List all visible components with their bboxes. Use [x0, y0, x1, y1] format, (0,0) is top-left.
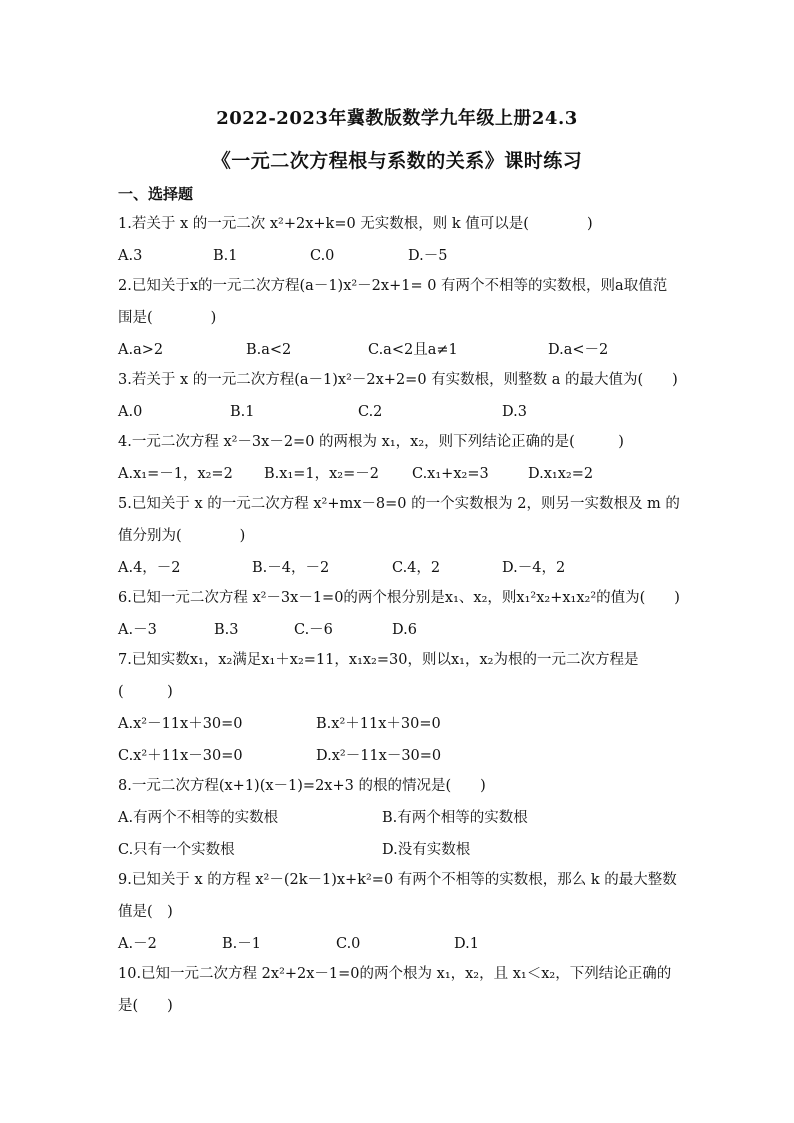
question-2-text: 2.已知关于x的一元二次方程(a－1)x²－2x+1= 0 有两个不相等的实数根，则a取值范 — [118, 278, 668, 294]
q6-option-a: A.－3 — [118, 622, 157, 638]
q8-option-c: C.只有一个实数根 — [118, 842, 235, 858]
q6-option-d: D.6 — [392, 622, 417, 638]
q1-option-b: B.1 — [213, 248, 238, 264]
question-2-text-cont: 围是( ) — [118, 310, 217, 326]
q4-option-a: A.x₁=－1，x₂=2 — [118, 466, 233, 482]
q9-option-d: D.1 — [454, 936, 479, 952]
q2-option-b: B.a<2 — [246, 342, 292, 358]
q1-option-d: D.－5 — [408, 248, 448, 264]
question-6-text: 6.已知一元二次方程 x²－3x－1=0的两个根分别是x₁、x₂，则x₁²x₂+x₁x₂²的值为( ) — [118, 590, 680, 606]
q4-option-d: D.x₁x₂=2 — [528, 466, 594, 482]
q1-option-a: A.3 — [118, 248, 143, 264]
q6-option-c: C.－6 — [294, 622, 333, 638]
question-1-text: 1.若关于 x 的一元二次 x²+2x+k=0 无实数根，则 k 值可以是( ) — [118, 216, 593, 232]
question-5-text: 5.已知关于 x 的一元二次方程 x²+mx－8=0 的一个实数根为 2，则另一实数根及 m 的 — [118, 496, 680, 512]
q9-option-c: C.0 — [336, 936, 361, 952]
q4-option-b: B.x₁=1，x₂=－2 — [264, 466, 379, 482]
question-10-text: 10.已知一元二次方程 2x²+2x－1=0的两个根为 x₁，x₂，且 x₁＜x₂，下列结论正确的 — [118, 966, 672, 982]
q3-option-c: C.2 — [358, 404, 383, 420]
q1-option-c: C.0 — [310, 248, 335, 264]
q2-option-d: D.a<－2 — [548, 342, 609, 358]
q3-option-d: D.3 — [502, 404, 527, 420]
question-8-text: 8.一元二次方程(x+1)(x－1)=2x+3 的根的情况是( ) — [118, 778, 486, 794]
q5-option-c: C.4，2 — [392, 560, 441, 576]
q7-option-b: B.x²＋11x＋30=0 — [316, 716, 441, 732]
q5-option-b: B.－4，－2 — [252, 560, 330, 576]
q7-option-a: A.x²－11x＋30=0 — [118, 716, 243, 732]
doc-title-line1: 2022-2023年冀教版数学九年级上册24.3 — [216, 108, 578, 129]
q3-option-a: A.0 — [118, 404, 143, 420]
question-3-text: 3.若关于 x 的一元二次方程(a－1)x²－2x+2=0 有实数根，则整数 a 的最大值为( ) — [118, 372, 678, 388]
q8-option-d: D.没有实数根 — [382, 842, 471, 858]
section-heading: 一、选择题 — [118, 185, 194, 203]
question-9-text-cont: 值是( ) — [118, 904, 173, 920]
q6-option-b: B.3 — [214, 622, 239, 638]
q7-option-c: C.x²＋11x－30=0 — [118, 748, 243, 764]
q8-option-a: A.有两个不相等的实数根 — [118, 810, 279, 826]
doc-title-line2: 《一元二次方程根与系数的关系》课时练习 — [211, 150, 583, 172]
q2-option-c: C.a<2且a≠1 — [368, 342, 458, 358]
question-5-text-cont: 值分别为( ) — [118, 528, 246, 544]
question-9-text: 9.已知关于 x 的方程 x²－(2k－1)x+k²=0 有两个不相等的实数根，那么 k 的最大整数 — [118, 872, 677, 888]
question-7-text-cont: ( ) — [118, 684, 173, 700]
question-7-text: 7.已知实数x₁，x₂满足x₁＋x₂=11，x₁x₂=30，则以x₁，x₂为根的一元二次方程是 — [118, 652, 639, 668]
question-4-text: 4.一元二次方程 x²－3x－2=0 的两根为 x₁，x₂，则下列结论正确的是( ) — [118, 434, 624, 450]
question-10-text-cont: 是( ) — [118, 998, 173, 1014]
q8-option-b: B.有两个相等的实数根 — [382, 810, 528, 826]
q5-option-d: D.－4，2 — [502, 560, 566, 576]
q9-option-a: A.－2 — [118, 936, 157, 952]
q5-option-a: A.4，－2 — [118, 560, 181, 576]
q2-option-a: A.a>2 — [118, 342, 164, 358]
q7-option-d: D.x²－11x－30=0 — [316, 748, 442, 764]
q9-option-b: B.－1 — [222, 936, 261, 952]
q4-option-c: C.x₁+x₂=3 — [412, 466, 489, 482]
q3-option-b: B.1 — [230, 404, 255, 420]
